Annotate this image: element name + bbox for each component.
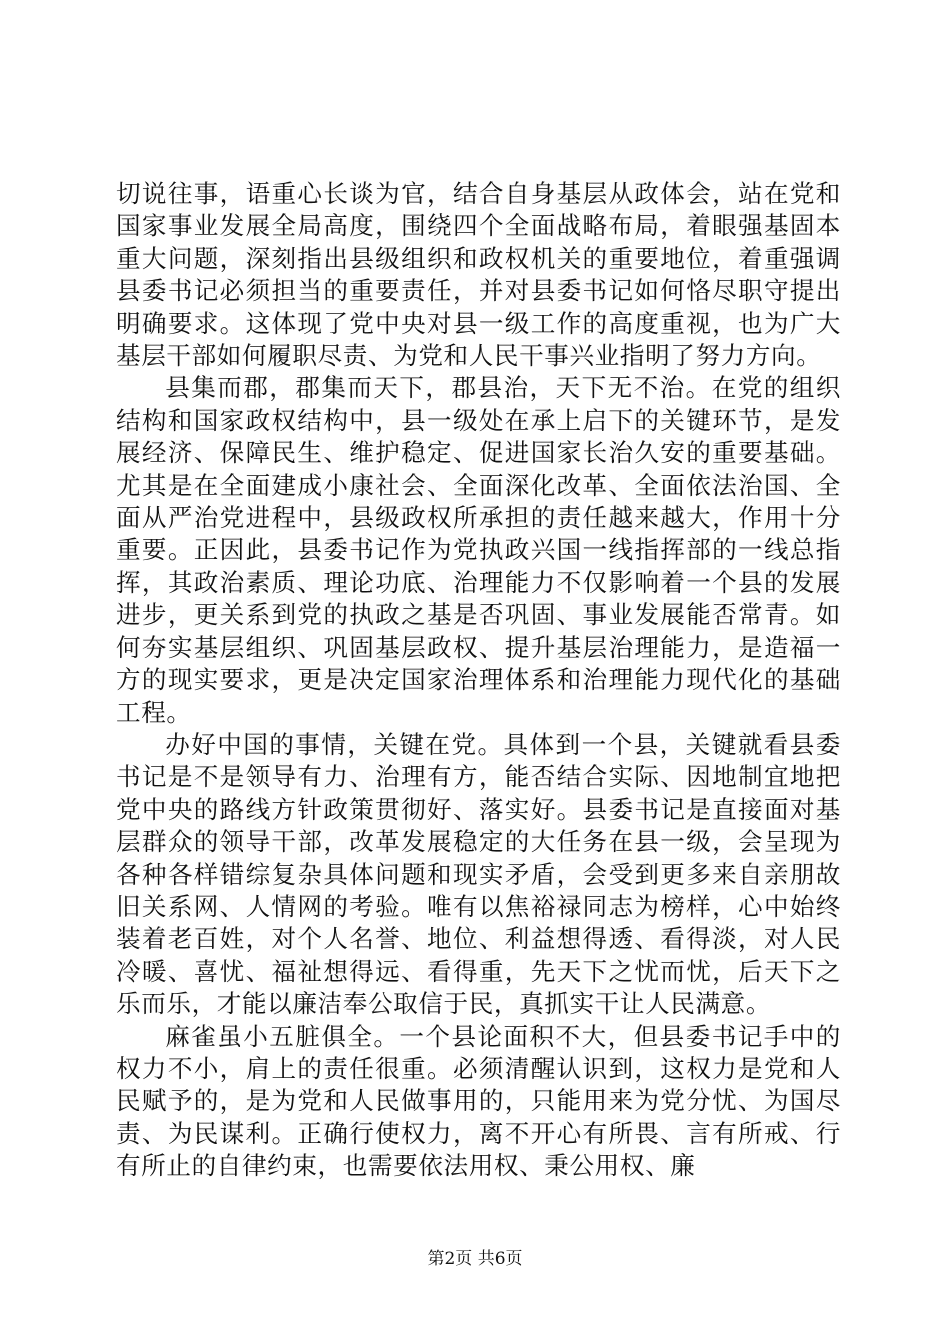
document-body bbox=[116, 178, 841, 1183]
paragraph-4: 麻雀虽小五脏俱全。一个县论面积不大，但县委书记手中的权力不小，肩上的责任很重。必须清醒认识到，这权力是党和人民赋予的，是为党和人民做事用的，只能用来为党分忧、为国尽责、为民谋利。正确行使权力，离不开心有所畏、言有所戒、行有所止的自律约束，也需要依法用权、秉公用权、廉 bbox=[116, 1021, 841, 1181]
paragraph-2: 县集而郡，郡集而天下，郡县治，天下无不治。在党的组织结构和国家政权结构中，县一级处在承上启下的关键环节，是发展经济、保障民生、维护稳定、促进国家长治久安的重要基础。尤其是在全面建成小康社会、全面深化改革、全面依法治国、全面从严治党进程中，县级政权所承担的责任越来越大，作用十分重要。正因此，县委书记作为党执政兴国一线指挥部的一线总指挥，其政治素质、理论功底、治理能力不仅影响着一个县的发展进步，更关系到党的执政之基是否巩固、事业发展能否常青。如何夯实基层组织、巩固基层政权、提升基层治理能力，是造福一方的现实要求，更是决定国家治理体系和治理能力现代化的基础工程。 bbox=[116, 373, 841, 727]
paragraph-3: 办好中国的事情，关键在党。具体到一个县，关键就看县委书记是不是领导有力、治理有方，能否结合实际、因地制宜地把党中央的路线方针政策贯彻好、落实好。县委书记是直接面对基层群众的领导干部，改革发展稳定的大任务在县一级，会呈现为各种各样错综复杂具体问题和现实矛盾，会受到更多来自亲朋故旧关系网、人情网的考验。唯有以焦裕禄同志为榜样，心中始终装着老百姓，对个人名誉、地位、利益想得透、看得淡，对人民冷暖、喜忧、福祉想得远、看得重，先天下之忧而忧，后天下之乐而乐，才能以廉洁奉公取信于民，真抓实干让人民满意。 bbox=[116, 729, 841, 1019]
page-footer: 第2页 共6页 bbox=[427, 1249, 523, 1269]
paragraph-1: 切说往事，语重心长谈为官，结合自身基层从政体会，站在党和国家事业发展全局高度，围绕四个全面战略布局，着眼强基固本重大问题，深刻指出县级组织和政权机关的重要地位，着重强调县委书记必须担当的重要责任，并对县委书记如何恪尽职守提出明确要求。这体现了党中央对县一级工作的高度重视，也为广大基层干部如何履职尽责、为党和人民干事兴业指明了努力方向。 bbox=[116, 179, 841, 371]
